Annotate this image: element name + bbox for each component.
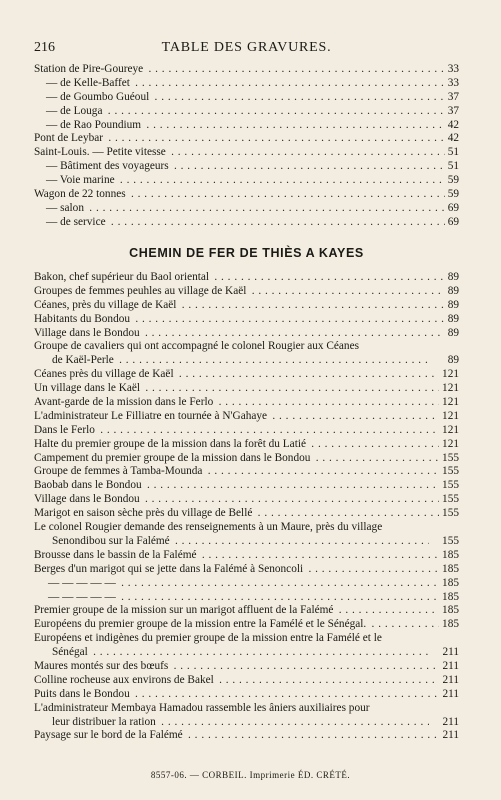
entry-page-number: 185 xyxy=(439,618,459,632)
entry-page-number: 89 xyxy=(445,313,459,327)
entry-title: Premier groupe de la mission sur un marigot affluent de la Falémé xyxy=(34,604,334,617)
toc-entry xyxy=(34,729,459,743)
entry-title-continued: leur distribuer la ration xyxy=(52,715,156,728)
entry-title: Colline rocheuse aux environs de Bakel xyxy=(34,673,214,686)
entry-title: Européens du premier groupe de la mission entre la Famélé et le Sénégal. xyxy=(34,618,367,631)
toc-entry xyxy=(34,410,459,424)
entry-title: — — — — — xyxy=(48,590,116,603)
entry-page-number: 59 xyxy=(445,174,459,188)
entry-title: — de Goumbo Guéoul xyxy=(46,90,150,103)
section-title: CHEMIN DE FER DE THIÈS A KAYES xyxy=(129,246,364,260)
entry-title: Céanes, près du village de Kaël xyxy=(34,298,177,311)
entry-page-number: 211 xyxy=(439,660,459,674)
entry-title: — — — — — xyxy=(48,576,116,589)
toc-entry xyxy=(34,368,459,382)
entry-title: Brousse dans le bassin de la Falémé xyxy=(34,548,197,561)
entry-title: L'administrateur Membaya Hamadou rassemble les âniers auxiliaires pour xyxy=(34,701,370,714)
toc-entry xyxy=(34,382,459,396)
toc-entry xyxy=(34,479,459,493)
toc-entry xyxy=(34,119,459,133)
entry-title: — salon xyxy=(46,201,84,214)
entry-page-number: 155 xyxy=(439,507,459,521)
figure-list-railway-dakar-saint-louis xyxy=(34,63,459,230)
entry-title: — de Kelle-Baffet xyxy=(46,76,130,89)
entry-page-number: 121 xyxy=(439,424,459,438)
toc-entry xyxy=(34,299,459,313)
toc-entry xyxy=(34,271,459,285)
entry-title: Village dans le Bondou xyxy=(34,326,140,339)
page-number: 216 xyxy=(34,40,55,55)
entry-page-number: 185 xyxy=(439,549,459,563)
entry-title: Baobab dans le Bondou xyxy=(34,479,142,492)
entry-page-number: 37 xyxy=(445,91,459,105)
entry-title: Avant-garde de la mission dans le Ferlo xyxy=(34,396,214,409)
entry-page-number: 51 xyxy=(445,146,459,160)
toc-entry xyxy=(34,493,459,507)
entry-title: Halte du premier groupe de la mission dans la forêt du Latié xyxy=(34,437,306,450)
figure-list-thies-kayes xyxy=(34,271,459,743)
toc-entry xyxy=(34,160,459,174)
entry-title: — Voie marine xyxy=(46,174,115,187)
entry-page-number: 89 xyxy=(445,299,459,313)
entry-page-number: 42 xyxy=(445,119,459,133)
entry-page-number: 211 xyxy=(439,716,459,730)
entry-page-number: 185 xyxy=(439,604,459,618)
entry-page-number: 185 xyxy=(439,563,459,577)
toc-entry xyxy=(34,146,459,160)
toc-entry xyxy=(34,591,459,605)
entry-title: Groupes de femmes peuhles au village de Kaël xyxy=(34,284,247,297)
toc-entry xyxy=(34,702,459,730)
entry-title: Station de Pire-Goureye xyxy=(34,63,144,75)
toc-entry xyxy=(34,438,459,452)
entry-page-number: 121 xyxy=(439,438,459,452)
entry-page-number: 155 xyxy=(439,493,459,507)
toc-entry xyxy=(34,549,459,563)
entry-page-number: 69 xyxy=(445,216,459,230)
toc-entry xyxy=(34,77,459,91)
entry-title: Berges d'un marigot qui se jette dans la Falémé à Senoncoli xyxy=(34,562,304,575)
entry-title: Village dans le Bondou xyxy=(34,493,140,506)
entry-page-number: 33 xyxy=(445,63,459,77)
entry-title: — de Rao Poundium xyxy=(46,118,142,131)
toc-entry xyxy=(34,132,459,146)
entry-page-number: 42 xyxy=(445,132,459,146)
entry-title: L'administrateur Le Filliatre en tournée à N'Gahaye xyxy=(34,409,268,422)
entry-page-number: 185 xyxy=(439,591,459,605)
entry-page-number: 155 xyxy=(439,452,459,466)
entry-title: Paysage sur le bord de la Falémé xyxy=(34,729,183,742)
entry-page-number: 89 xyxy=(445,271,459,285)
toc-entry xyxy=(34,340,459,368)
entry-page-number: 155 xyxy=(439,465,459,479)
toc-entry xyxy=(34,674,459,688)
toc-entry xyxy=(34,632,459,660)
toc-entry xyxy=(34,521,459,549)
entry-title: Saint-Louis. — Petite vitesse xyxy=(34,146,166,159)
entry-title: Wagon de 22 tonnes xyxy=(34,188,126,201)
toc-entry xyxy=(34,105,459,119)
entry-title: Puits dans le Bondou xyxy=(34,687,130,700)
entry-title: Bakon, chef supérieur du Baol oriental xyxy=(34,271,210,283)
toc-entry xyxy=(34,577,459,591)
entry-title: Pont de Leybar xyxy=(34,132,104,145)
entry-page-number: 211 xyxy=(439,688,459,702)
toc-entry xyxy=(34,174,459,188)
toc-entry xyxy=(34,202,459,216)
entry-title: — de Louga xyxy=(46,104,103,117)
toc-entry xyxy=(34,313,459,327)
entry-page-number: 155 xyxy=(439,535,459,549)
entry-page-number: 185 xyxy=(439,577,459,591)
toc-entry xyxy=(34,216,459,230)
entry-page-number: 121 xyxy=(439,410,459,424)
toc-entry xyxy=(34,285,459,299)
entry-page-number: 89 xyxy=(445,327,459,341)
entry-title: Campement du premier groupe de la mission dans le Bondou xyxy=(34,451,311,464)
toc-entry xyxy=(34,563,459,577)
entry-title: Le colonel Rougier demande des renseignements à un Maure, près du village xyxy=(34,521,383,534)
entry-page-number: 33 xyxy=(445,77,459,91)
entry-title: Marigot en saison sèche près du village de Bellé xyxy=(34,507,253,520)
toc-entry xyxy=(34,188,459,202)
running-head: TABLE DES GRAVURES. xyxy=(161,40,332,55)
toc-entry xyxy=(34,507,459,521)
entry-page-number: 211 xyxy=(439,646,459,660)
entry-page-number: 211 xyxy=(439,729,459,743)
entry-title: Céanes près du village de Kaël xyxy=(34,368,174,381)
toc-entry xyxy=(34,660,459,674)
entry-page-number: 155 xyxy=(439,479,459,493)
toc-entry xyxy=(34,91,459,105)
entry-title-continued: de Kaël-Perle xyxy=(52,354,114,367)
entry-page-number: 89 xyxy=(445,285,459,299)
entry-page-number: 51 xyxy=(445,160,459,174)
toc-entry xyxy=(34,604,459,618)
toc-entry xyxy=(34,424,459,438)
entry-page-number: 121 xyxy=(439,396,459,410)
toc-entry xyxy=(34,452,459,466)
entry-title-continued: Sénégal xyxy=(52,646,88,659)
entry-title: Groupe de cavaliers qui ont accompagné le colonel Rougier aux Céanes xyxy=(34,340,359,353)
toc-entry xyxy=(34,618,459,632)
toc-entry xyxy=(34,327,459,341)
entry-title: — de service xyxy=(46,215,106,228)
entry-page-number: 69 xyxy=(445,202,459,216)
printer-imprint: 8557-06. — CORBEIL. Imprimerie ÉD. CRÉTÉ. xyxy=(150,770,351,780)
entry-page-number: 121 xyxy=(439,368,459,382)
entry-page-number: 211 xyxy=(439,674,459,688)
toc-entry xyxy=(34,396,459,410)
toc-entry xyxy=(34,688,459,702)
entry-title: Habitants du Bondou xyxy=(34,312,131,325)
entry-title: — Bâtiment des voyageurs xyxy=(46,160,169,173)
toc-entry xyxy=(34,465,459,479)
entry-page-number: 89 xyxy=(445,354,459,368)
entry-title: Européens et indigènes du premier groupe de la mission entre la Famélé et le xyxy=(34,632,382,645)
entry-page-number: 121 xyxy=(439,382,459,396)
entry-page-number: 59 xyxy=(445,188,459,202)
toc-entry xyxy=(34,63,459,77)
entry-title-continued: Senondibou sur la Falémé xyxy=(52,534,170,547)
entry-title: Dans le Ferlo xyxy=(34,423,95,436)
entry-title: Maures montés sur des bœufs xyxy=(34,659,169,672)
page-header xyxy=(34,40,459,58)
entry-title: Groupe de femmes à Tamba-Mounda xyxy=(34,465,203,478)
entry-title: Un village dans le Kaël xyxy=(34,382,141,395)
entry-page-number: 37 xyxy=(445,105,459,119)
